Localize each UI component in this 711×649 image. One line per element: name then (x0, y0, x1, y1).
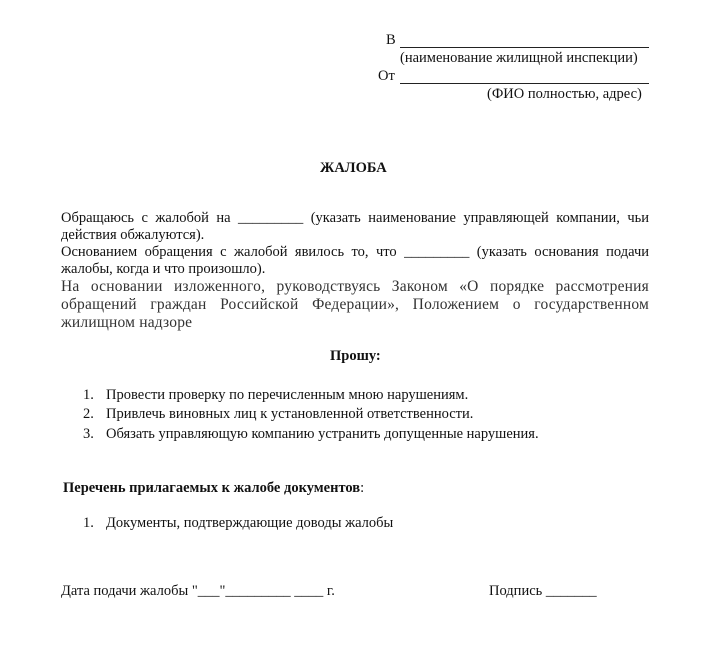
from-label: От (378, 68, 395, 84)
paragraph-complaint-subject: Обращаюсь с жалобой на _________ (указать наименование управляющей компании, чьи действия обжалуются). (61, 210, 649, 243)
paragraph-legal-basis: На основании изложенного, руководствуясь Законом «О порядке рассмотрения обращений граждан Российской Федерации», Положением о государственном жилищном надзоре (61, 278, 649, 331)
attachments-heading-colon: : (360, 480, 365, 496)
request-item-number: 1. (83, 387, 94, 403)
paragraph-complaint-grounds: Основанием обращения с жалобой явилось то, что _________ (указать основания подачи жалобы, когда и что произошло). (61, 244, 649, 277)
to-field-line[interactable] (400, 30, 649, 48)
request-item-text: Привлечь виновных лиц к установленной ответственности. (106, 406, 474, 422)
request-item-number: 2. (83, 406, 94, 422)
to-label: В (386, 32, 396, 48)
request-heading: Прошу: (330, 348, 381, 364)
attachments-heading-text: Перечень прилагаемых к жалобе документов (63, 480, 361, 496)
signature-field[interactable]: Подпись _______ (489, 583, 597, 599)
attachments-heading (63, 480, 364, 497)
request-item-text: Провести проверку по перечисленным мною нарушениям. (106, 387, 469, 403)
document-title: ЖАЛОБА (320, 160, 387, 176)
from-caption: (ФИО полностью, адрес) (487, 86, 642, 102)
attachment-item-text: Документы, подтверждающие доводы жалобы (106, 515, 394, 531)
submission-date-field[interactable]: Дата подачи жалобы "___"_________ ____ г. (61, 583, 335, 599)
request-item-text: Обязать управляющую компанию устранить допущенные нарушения. (106, 426, 539, 442)
attachment-item-number: 1. (83, 515, 94, 531)
request-item-number: 3. (83, 426, 94, 442)
from-field-line[interactable] (400, 66, 649, 84)
to-caption: (наименование жилищной инспекции) (400, 50, 638, 66)
